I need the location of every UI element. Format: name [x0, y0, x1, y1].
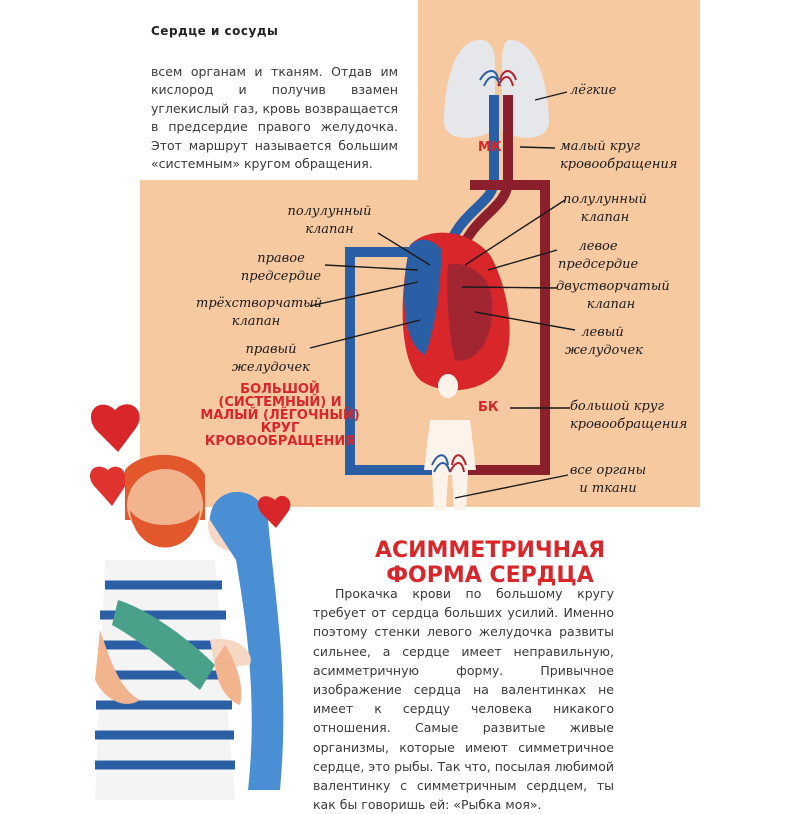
- diagram-title: БОЛЬШОЙ (СИСТЕМНЫЙ) И МАЛЫЙ (ЛЁГОЧНЫЙ) КРУГ КРОВООБРАЩЕНИЯ: [200, 382, 360, 449]
- label-left-atrium: левое предсердие: [558, 239, 639, 272]
- label-semilunar-valve-left: полулунный клапан: [287, 204, 372, 237]
- label-left-ventricle: левый желудочек: [565, 325, 643, 358]
- section-title: АСИММЕТРИЧНАЯ ФОРМА СЕРДЦА: [374, 538, 606, 588]
- decorative-heart-icon: [90, 467, 126, 506]
- section-body: [313, 584, 614, 814]
- intro-text: всем органам и тканям. Отдав им кислород и получив взамен углекислый газ, кровь возвращается в предсердие правого желудочка. Этот маршрут называется большим «системным» кругом обращения.: [151, 64, 398, 172]
- page-section-title: Сердце и сосуды: [151, 24, 279, 38]
- intro-paragraph: [151, 63, 398, 173]
- label-bicuspid-valve: двустворчатый клапан: [556, 279, 670, 312]
- label-right-atrium: правое предсердие: [240, 251, 322, 284]
- abbr-systemic-circle: БК: [478, 400, 499, 415]
- body-figure-icon: [424, 420, 476, 510]
- label-right-ventricle: правый желудочек: [232, 342, 310, 375]
- decorative-heart-icon: [91, 404, 140, 452]
- label-tricuspid-valve: трёхстворчатый клапан: [196, 296, 323, 329]
- label-systemic-circle: большой круг кровообращения: [570, 399, 688, 432]
- abbr-pulmonary-circle: МК: [478, 140, 502, 155]
- sailor-mermaid-illustration: [95, 455, 290, 800]
- lung-left-icon: [444, 40, 495, 138]
- body-silhouette-icon: [438, 374, 458, 398]
- label-semilunar-valve-right: полулунный клапан: [563, 192, 647, 225]
- label-organs-tissues: все органы и ткани: [569, 463, 647, 496]
- label-pulmonary-circle: малый круг кровообращения: [560, 139, 678, 172]
- section-text: Прокачка крови по большому кругу требует от сердца больших усилий. Именно поэтому стенки левого желудочка развиты сильнее, а сердце имеет неправильную, асимметричную форму. Привычное изображение сердца на валентинках не имеет к сердцу человека никакого отношения. Самые развитые живые организмы, которые имеют симметричное сердце, это рыбы. Так что, посылая любимой валентинку с симметричным сердцем, ты как бы говоришь ей: «Рыбка моя».: [313, 586, 614, 813]
- label-lungs: лёгкие: [570, 83, 617, 98]
